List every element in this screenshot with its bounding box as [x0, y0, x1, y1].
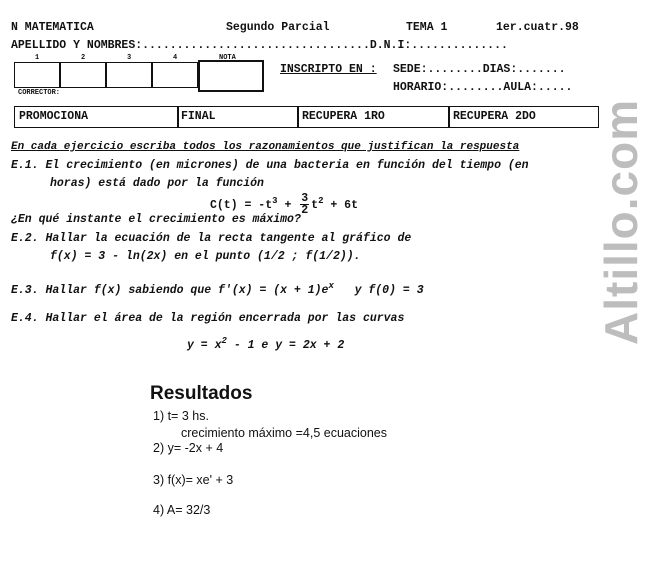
- e4-statement: E.4. Hallar el área de la región encerrada por las curvas: [11, 312, 405, 325]
- category-divider-2: [297, 107, 299, 127]
- result-4: 4) A= 32/3: [153, 503, 211, 517]
- grade-box-nota: [198, 60, 264, 92]
- result-1: 1) t= 3 hs.: [153, 409, 209, 423]
- category-divider-1: [177, 107, 179, 127]
- category-final: FINAL: [181, 110, 216, 123]
- term-label: 1er.cuatr.98: [496, 21, 579, 34]
- sede-line: SEDE:........DIAS:.......: [393, 63, 566, 76]
- exam-title: Segundo Parcial: [226, 21, 330, 34]
- category-recupera-1ro: RECUPERA 1RO: [302, 110, 385, 123]
- e3-statement: E.3. Hallar f(x) sabiendo que $f'(x) = (x + 1)e^x$ y f(0) = 3: [11, 281, 424, 297]
- watermark: Altillo.com: [595, 98, 647, 345]
- grade-box-2: [60, 62, 106, 88]
- result-1-detail: crecimiento máximo =4,5 ecuaciones: [181, 426, 387, 440]
- e1-question: ¿En qué instante el crecimiento es máximo?: [11, 213, 301, 226]
- grade-box-4: [152, 62, 198, 88]
- grade-label-2: 2: [81, 54, 86, 62]
- e2-statement-1: E.2. Hallar la ecuación de la recta tangente al gráfico de: [11, 232, 412, 245]
- category-promociona: PROMOCIONA: [19, 110, 89, 123]
- e2-statement-2: f(x) = 3 - ln(2x) en el punto (1/2 ; f(1/2)).: [50, 250, 361, 263]
- instruction-text: En cada ejercicio escriba todos los razonamientos que justifican la respuesta: [11, 141, 520, 153]
- e4-formula: $y = x^2 - 1$ e y = 2x + 2: [187, 336, 345, 352]
- grade-label-nota: NOTA: [219, 54, 236, 62]
- grade-box-3: [106, 62, 152, 88]
- grade-box-1: [14, 62, 60, 88]
- result-2: 2) y= -2x + 4: [153, 441, 224, 455]
- e1-formula: $C(t) = -t^3$ + $\frac{3}{2}$ $t^2 + 6t$: [210, 192, 358, 218]
- corrector-label: CORRECTOR:: [18, 89, 61, 97]
- name-line: APELLIDO Y NOMBRES:.................................D.N.I:..............: [11, 39, 508, 52]
- category-divider-3: [448, 107, 450, 127]
- e1-statement-1: E.1. El crecimiento (en micrones) de una bacteria en función del tiempo (en: [11, 159, 529, 172]
- horario-line: HORARIO:........AULA:.....: [393, 81, 573, 94]
- inscripto-label: INSCRIPTO EN :: [280, 63, 377, 76]
- grade-label-1: 1: [35, 54, 40, 62]
- grade-label-4: 4: [173, 54, 178, 62]
- e1-statement-2: horas) está dado por la función: [50, 177, 264, 190]
- category-recupera-2do: RECUPERA 2DO: [453, 110, 536, 123]
- tema-label: TEMA 1: [406, 21, 448, 34]
- results-title: Resultados: [150, 383, 253, 404]
- grade-label-3: 3: [127, 54, 132, 62]
- result-3: 3) f(x)= xe' + 3: [153, 473, 234, 487]
- subject-label: N MATEMATICA: [11, 21, 94, 34]
